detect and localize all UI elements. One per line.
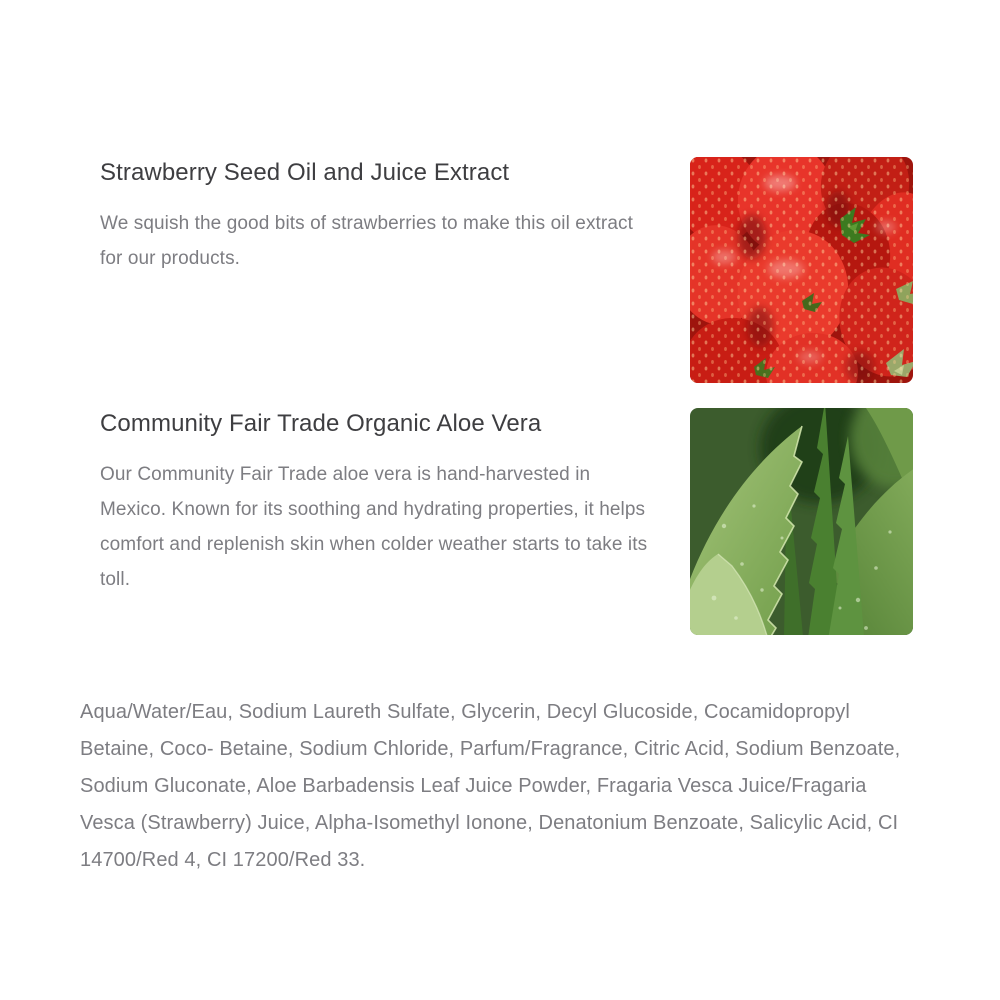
strawberry-section-heading: Strawberry Seed Oil and Juice Extract xyxy=(100,159,510,186)
section-strawberry xyxy=(100,158,660,276)
strawberries-illustration xyxy=(690,157,913,383)
aloe-vera-illustration xyxy=(690,408,913,635)
aloe-section-description: Our Community Fair Trade aloe vera is hand-harvested in Mexico. Known for its soothing and hydrating properties, it helps comfort and replenish skin when colder weather starts to take its toll. xyxy=(100,464,648,590)
strawberries-image xyxy=(690,157,913,383)
section-aloe-vera xyxy=(100,409,660,597)
ingredients-list: Aqua/Water/Eau, Sodium Laureth Sulfate, Glycerin, Decyl Glucoside, Cocamidopropyl Betaine, Coco- Betaine, Sodium Chloride, Parfum/Fragrance, Citric Acid, Sodium Benzoate, Sodium Gluconate, Aloe Barbadensis Leaf Juice Powder, Fragaria Vesca Juice/Fragaria Vesca (Strawberry) Juice, Alpha-Isomethyl Ionone, Denatonium Benzoate, Salicylic Acid, CI 14700/Red 4, CI 17200/Red 33. xyxy=(80,701,901,871)
aloe-section-heading: Community Fair Trade Organic Aloe Vera xyxy=(100,410,542,437)
strawberry-section-description: We squish the good bits of strawberries to make this oil extract for our products. xyxy=(100,213,634,269)
aloe-vera-image xyxy=(690,408,913,635)
